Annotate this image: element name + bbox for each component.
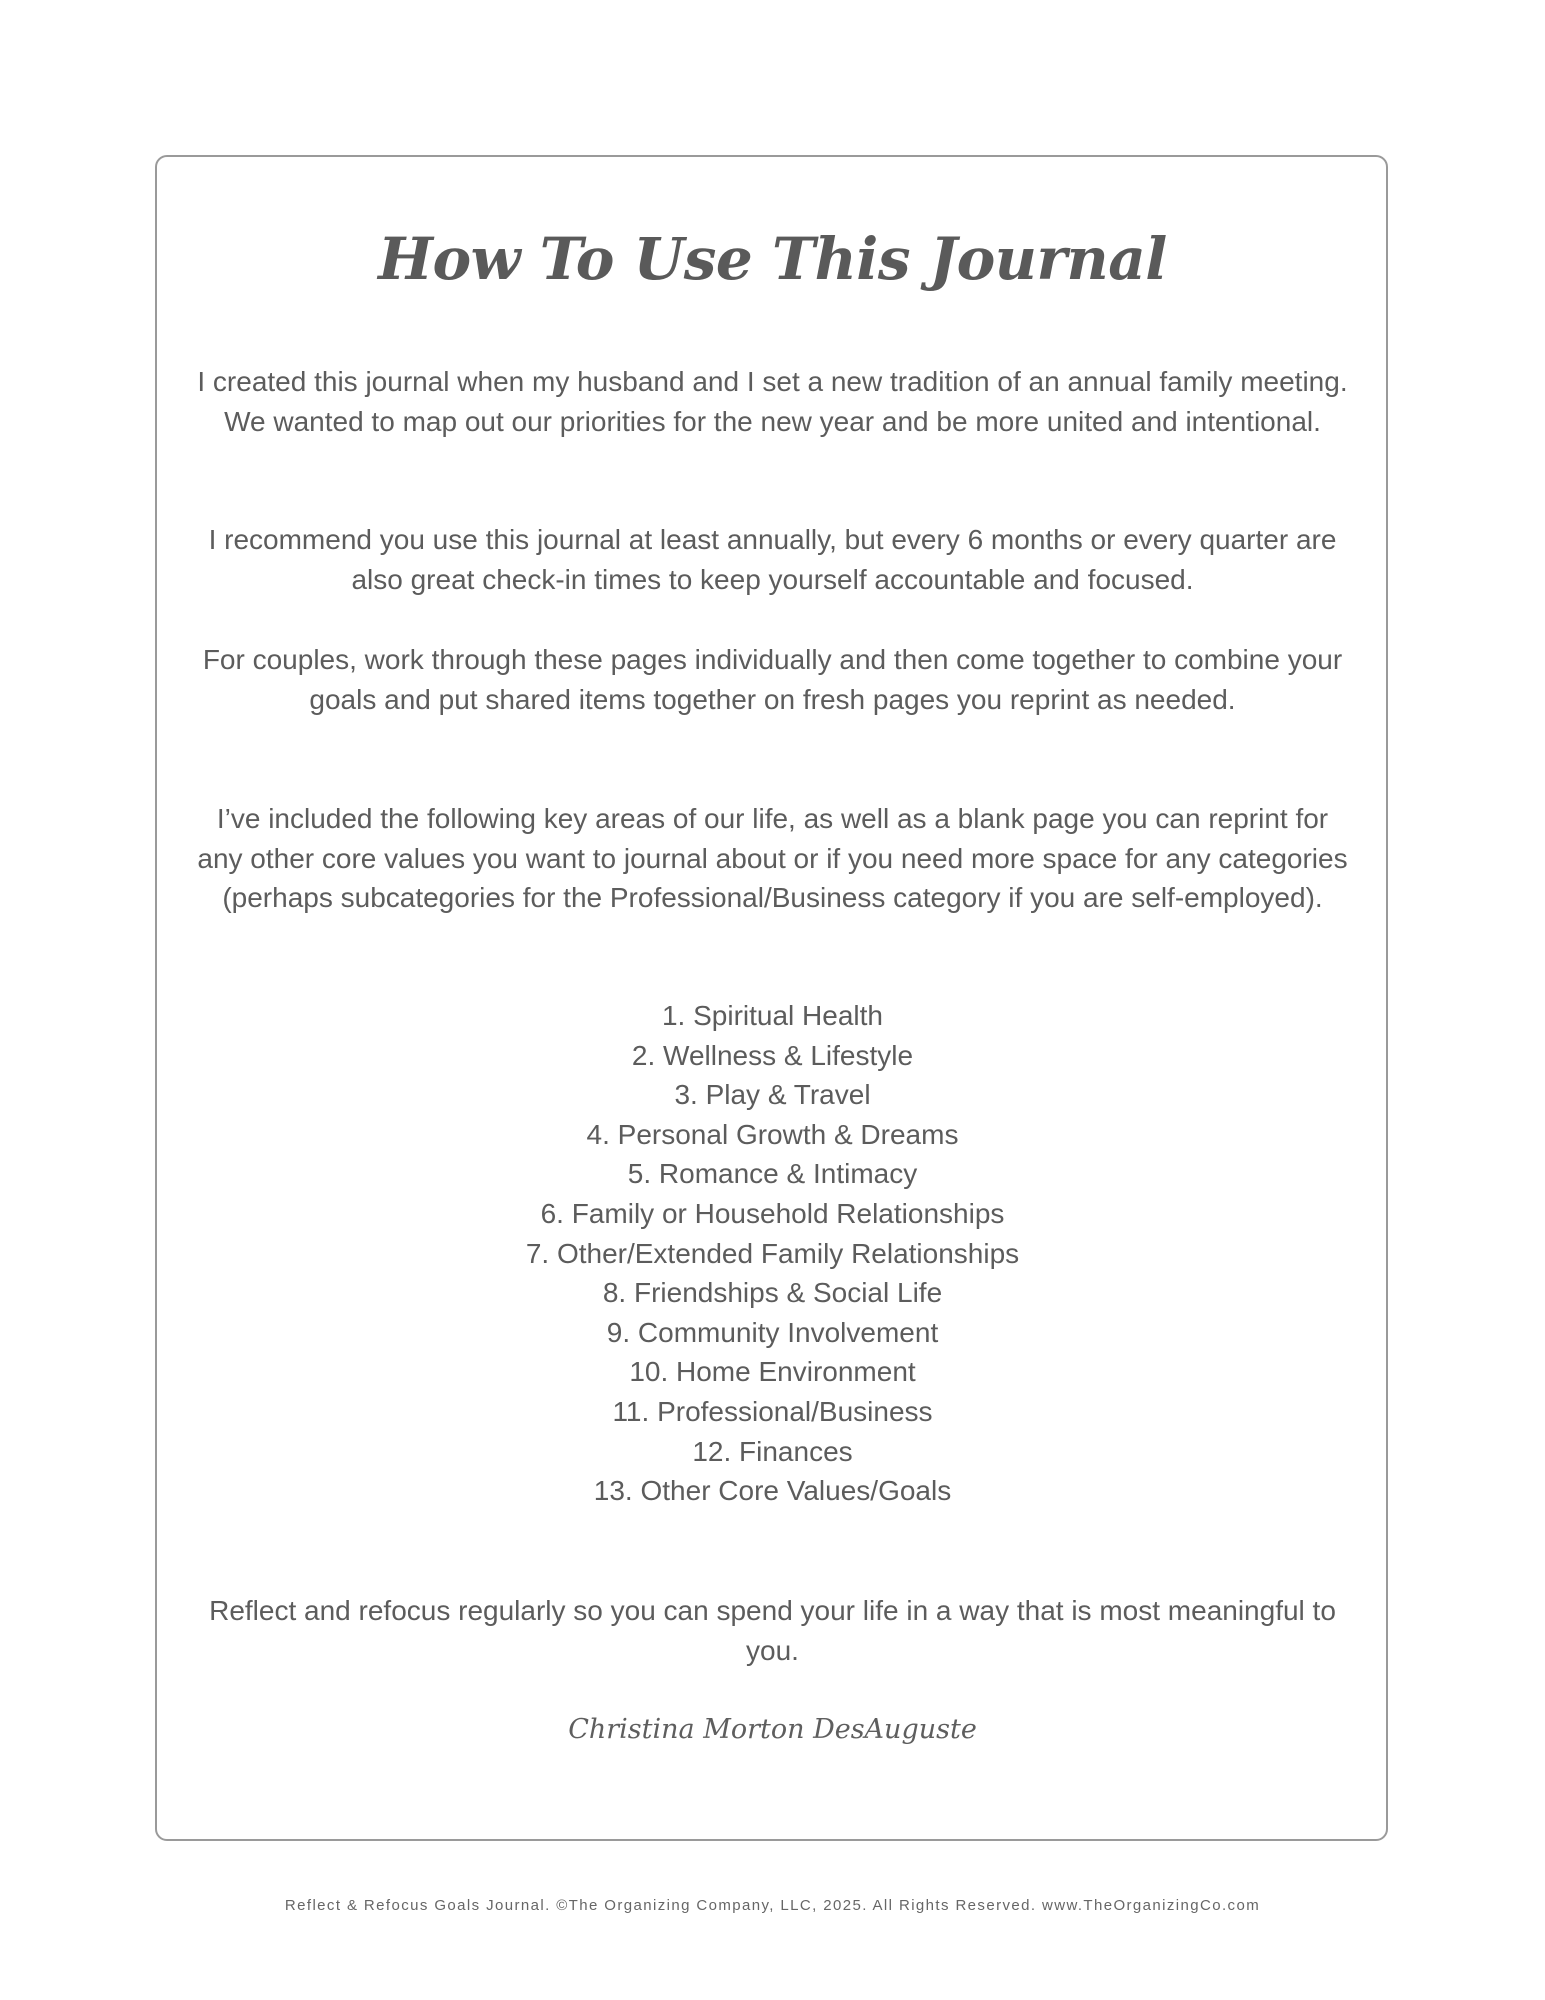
key-areas-paragraph: I’ve included the following key areas of our life, as well as a blank page you can reprint for any other core values you want to journal about or if you need more space for any categories (perhaps subcategories for the Professional/Business category if you are self-employed).: [197, 803, 1348, 914]
list-item: 12. Finances: [692, 1435, 853, 1467]
list-item: 9. Community Involvement: [606, 1316, 939, 1348]
frequency-paragraph: I recommend you use this journal at least annually, but every 6 months or every quarter are also great check-in times to keep yourself accountable and focused.: [208, 524, 1337, 595]
list-item: 11. Professional/Business: [612, 1395, 933, 1427]
couples-paragraph: For couples, work through these pages individually and then come together to combine your goals and put shared items together on fresh pages you reprint as needed.: [202, 644, 1343, 715]
list-item: 2. Wellness & Lifestyle: [631, 1039, 914, 1071]
list-item: 4. Personal Growth & Dreams: [586, 1118, 959, 1150]
list-item: 13. Other Core Values/Goals: [593, 1475, 952, 1507]
intro-paragraph: I created this journal when my husband and I set a new tradition of an annual family meeting. We wanted to map out our priorities for the new year and be more united and intentional.: [197, 366, 1348, 437]
list-item: 10. Home Environment: [629, 1356, 916, 1388]
key-areas-list: [195, 996, 1350, 1511]
copyright-footer: Reflect & Refocus Goals Journal. ©The Organizing Company, LLC, 2025. All Rights Reserved. www.TheOrganizingCo.com: [284, 1897, 1261, 1914]
closing-paragraph: Reflect and refocus regularly so you can spend your life in a way that is most meaningful to you.: [209, 1595, 1336, 1666]
list-item: 7. Other/Extended Family Relationships: [525, 1237, 1020, 1269]
list-item: 6. Family or Household Relationships: [540, 1197, 1005, 1229]
author-signature: Christina Morton DesAuguste: [568, 1714, 977, 1745]
page-title: How To Use This Journal: [378, 225, 1167, 293]
list-item: 5. Romance & Intimacy: [627, 1158, 918, 1190]
list-item: 3. Play & Travel: [674, 1079, 871, 1111]
list-item: 1. Spiritual Health: [661, 1000, 883, 1031]
list-item: 8. Friendships & Social Life: [602, 1277, 943, 1309]
